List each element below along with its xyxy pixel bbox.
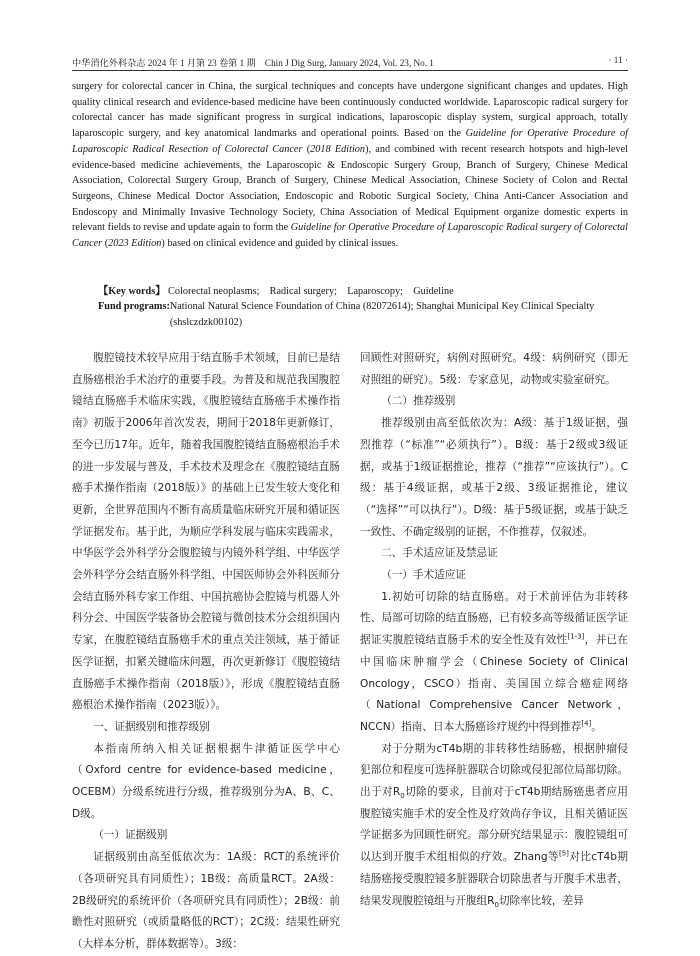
section-paragraph: 本指南所纳入相关证据根据牛津循证医学中心（Oxford centre for evidence-based medicine，OCEBM）分级系统进行分级，推荐级别分为A、B、C、D级。: [72, 742, 340, 820]
english-abstract: surgery for colorectal cancer in China, the surgical techniques and concepts have undergone significant changes and updates. High quality clinical research and evidence-based medicine have been continuously conducted worldwide. Laparoscopic radical surgery for colorectal cancer has made significant progress in surgical indications, laparoscopic display system, surgical approach, totally laparoscopic surgery, and key anatomical landmarks and operational points. Based on the Guideline for Operative Procedure of Laparoscopic Radical Resection of Colorectal Cancer (2018 Edition), and combined with recent research hotspots and high-level evidence-based medicine achievements, the Laparoscopic & Endoscopic Surgery Group, Branch of Surgery, Chinese Medical Association, Colorectal Surgery Group, Branch of Surgery, Chinese Medical Association, Chinese Society of Colon and Rectal Surgeons, Chinese Medical Doctor Association, Endoscopic and Robotic Surgical Society, China Anti-Cancer Association and Endoscopy and Minimally Invasive Technology Society, China Association of Medical Equipment organize domestic experts in relevant fields to revise and update again to form the Guideline for Operative Procedure of Laparoscopic Radical surgery of Colorectal Cancer (2023 Edition) based on clinical evidence and guided by clinical issues.: [72, 81, 629, 250]
section-heading-evidence-levels: 一、证据级别和推荐级别: [93, 720, 210, 733]
running-header: [72, 55, 628, 69]
keywords: [98, 284, 628, 300]
guideline-2023-title: Guideline for Operative Procedure of Laparoscopic Radical surgery of Colorectal Cancer: [72, 222, 629, 250]
fund-programs: [98, 299, 628, 330]
t4b-paragraph: 对于分期为cT4b期的非转移性结肠癌，根据肿瘤侵犯部位和程度可选择脏器联合切除或侵犯部位局部切除。出于对$R_0$切除的要求，目前对于cT4b期结肠癌患者应用腹腔镜实施手术的安全性及疗效尚存争议，且相关循证医学证据多为回顾性研究。部分研究结果显示：腹腔镜组可以达到开腹手术组相似的疗效。Zhang等[5]对比cT4b期结肠癌接受腹腔镜多脏器联合切除患者与开腹手术患者，结果发现腹腔镜组与开腹组$R_0$切除率比较，差异: [360, 742, 628, 909]
guideline-2018-title: Guideline for Operative Procedure of Laparoscopic Radical Resection of Colorectal Cancer: [72, 128, 628, 155]
subsection-heading-recommendation: （二）推荐级别: [381, 395, 456, 408]
subsection-heading-indications: （一）手术适应证: [381, 569, 466, 582]
fund-text: National Natural Science Foundation of China (82072614); Shanghai Municipal Key Clinical Specialty (shslczdzk00102): [169, 301, 595, 328]
journal-citation: 中华消化外科杂志 2024 年 1 月第 23 卷第 1 期 Chin J Dig Surg, January 2024, Vol. 23, No. 1: [72, 58, 434, 68]
keywords-label: 【Key words】: [98, 286, 166, 297]
fund-label: Fund programs:: [98, 301, 170, 312]
section-heading-indications: 二、手术适应证及禁忌证: [381, 547, 498, 560]
indication-paragraph: 1.初始可切除的结直肠癌。对于术前评估为非转移性、局部可切除的结直肠癌，已有较多高等级循证医学证据证实腹腔镜结直肠手术的安全性及有效性[1-3]，并已在中国临床肿瘤学会（Chinese Society of Clinical Oncology，CSCO）指南、美国国立综合癌症网络（National Comprehensive Cancer Network，NCCN）指南、日本大肠癌诊疗规约中得到推荐[4]。: [360, 590, 629, 733]
continued-paragraph: 回顾性对照研究，病例对照研究。4级：病例研究（即无对照组的研究）。5级：专家意见，动物或实验室研究。: [360, 352, 628, 386]
keywords-text: Colorectal neoplasms; Radical surgery; Laparoscopy; Guideline: [168, 286, 454, 297]
left-column: [72, 348, 340, 956]
header-rule: [72, 70, 628, 71]
right-column: [360, 348, 628, 912]
intro-paragraph: 腹腔镜技术较早应用于结直肠手术领域，目前已是结直肠癌根治手术治疗的重要手段。为普及和规范我国腹腔镜结直肠癌手术临床实践，《腹腔镜结直肠癌手术操作指南》初版于2006年首次发表，期间于2018年更新修订，至今已历17年。近年，随着我国腹腔镜结直肠癌根治手术的进一步发展与普及，手术技术及理念在《腹腔镜结直肠癌手术操作指南（2018版）》的基础上已发生较大变化和更新，全世界范围内不断有高质量临床研究开展和循证医学证据发布。基于此，为顺应学科发展与临床实践需求，中华医学会外科学分会腹腔镜与内镜外科学组、中华医学会外科学分会结直肠外科学组、中国医师协会外科医师分会结直肠外科专家工作组、中国抗癌协会腔镜与机器人外科分会、中国医学装备协会腔镜与微创技术分会组织国内专家，在腹腔镜结直肠癌手术的重点关注领域，基于循证医学证据，扣紧关键临床问题，再次更新修订《腹腔镜结直肠癌手术操作指南（2018版）》，形成《腹腔镜结直肠癌根治术操作指南（2023版）》。: [72, 352, 340, 712]
page-number: · 11 ·: [608, 55, 628, 65]
recommendation-paragraph: 推荐级别由高至低依次为：A级：基于1级证据，强烈推荐（“标准”“必须执行”）。B级：基于2级或3级证据，或基于1级证据推论，推荐（“推荐”“应该执行”）。C级：基于4级证据，或基于2级、3级证据推论，建议（“选择”“可以执行”）。D级：基于5级证据，或基于缺乏一致性、不确定级别的证据，不作推荐，仅叙述。: [360, 417, 628, 538]
subsection-heading-evidence: （一）证据级别: [93, 829, 168, 842]
evidence-levels-paragraph: 证据级别由高至低依次为：1A级：RCT的系统评价（各项研究具有同质性）；1B级：高质量RCT。2A级：2B级研究的系统评价（各项研究具有同质性）；2B级：前瞻性对照研究（或质量略低的RCT）；2C级：结果性研究（大样本分析，群体数据等）。3级：: [72, 851, 340, 950]
